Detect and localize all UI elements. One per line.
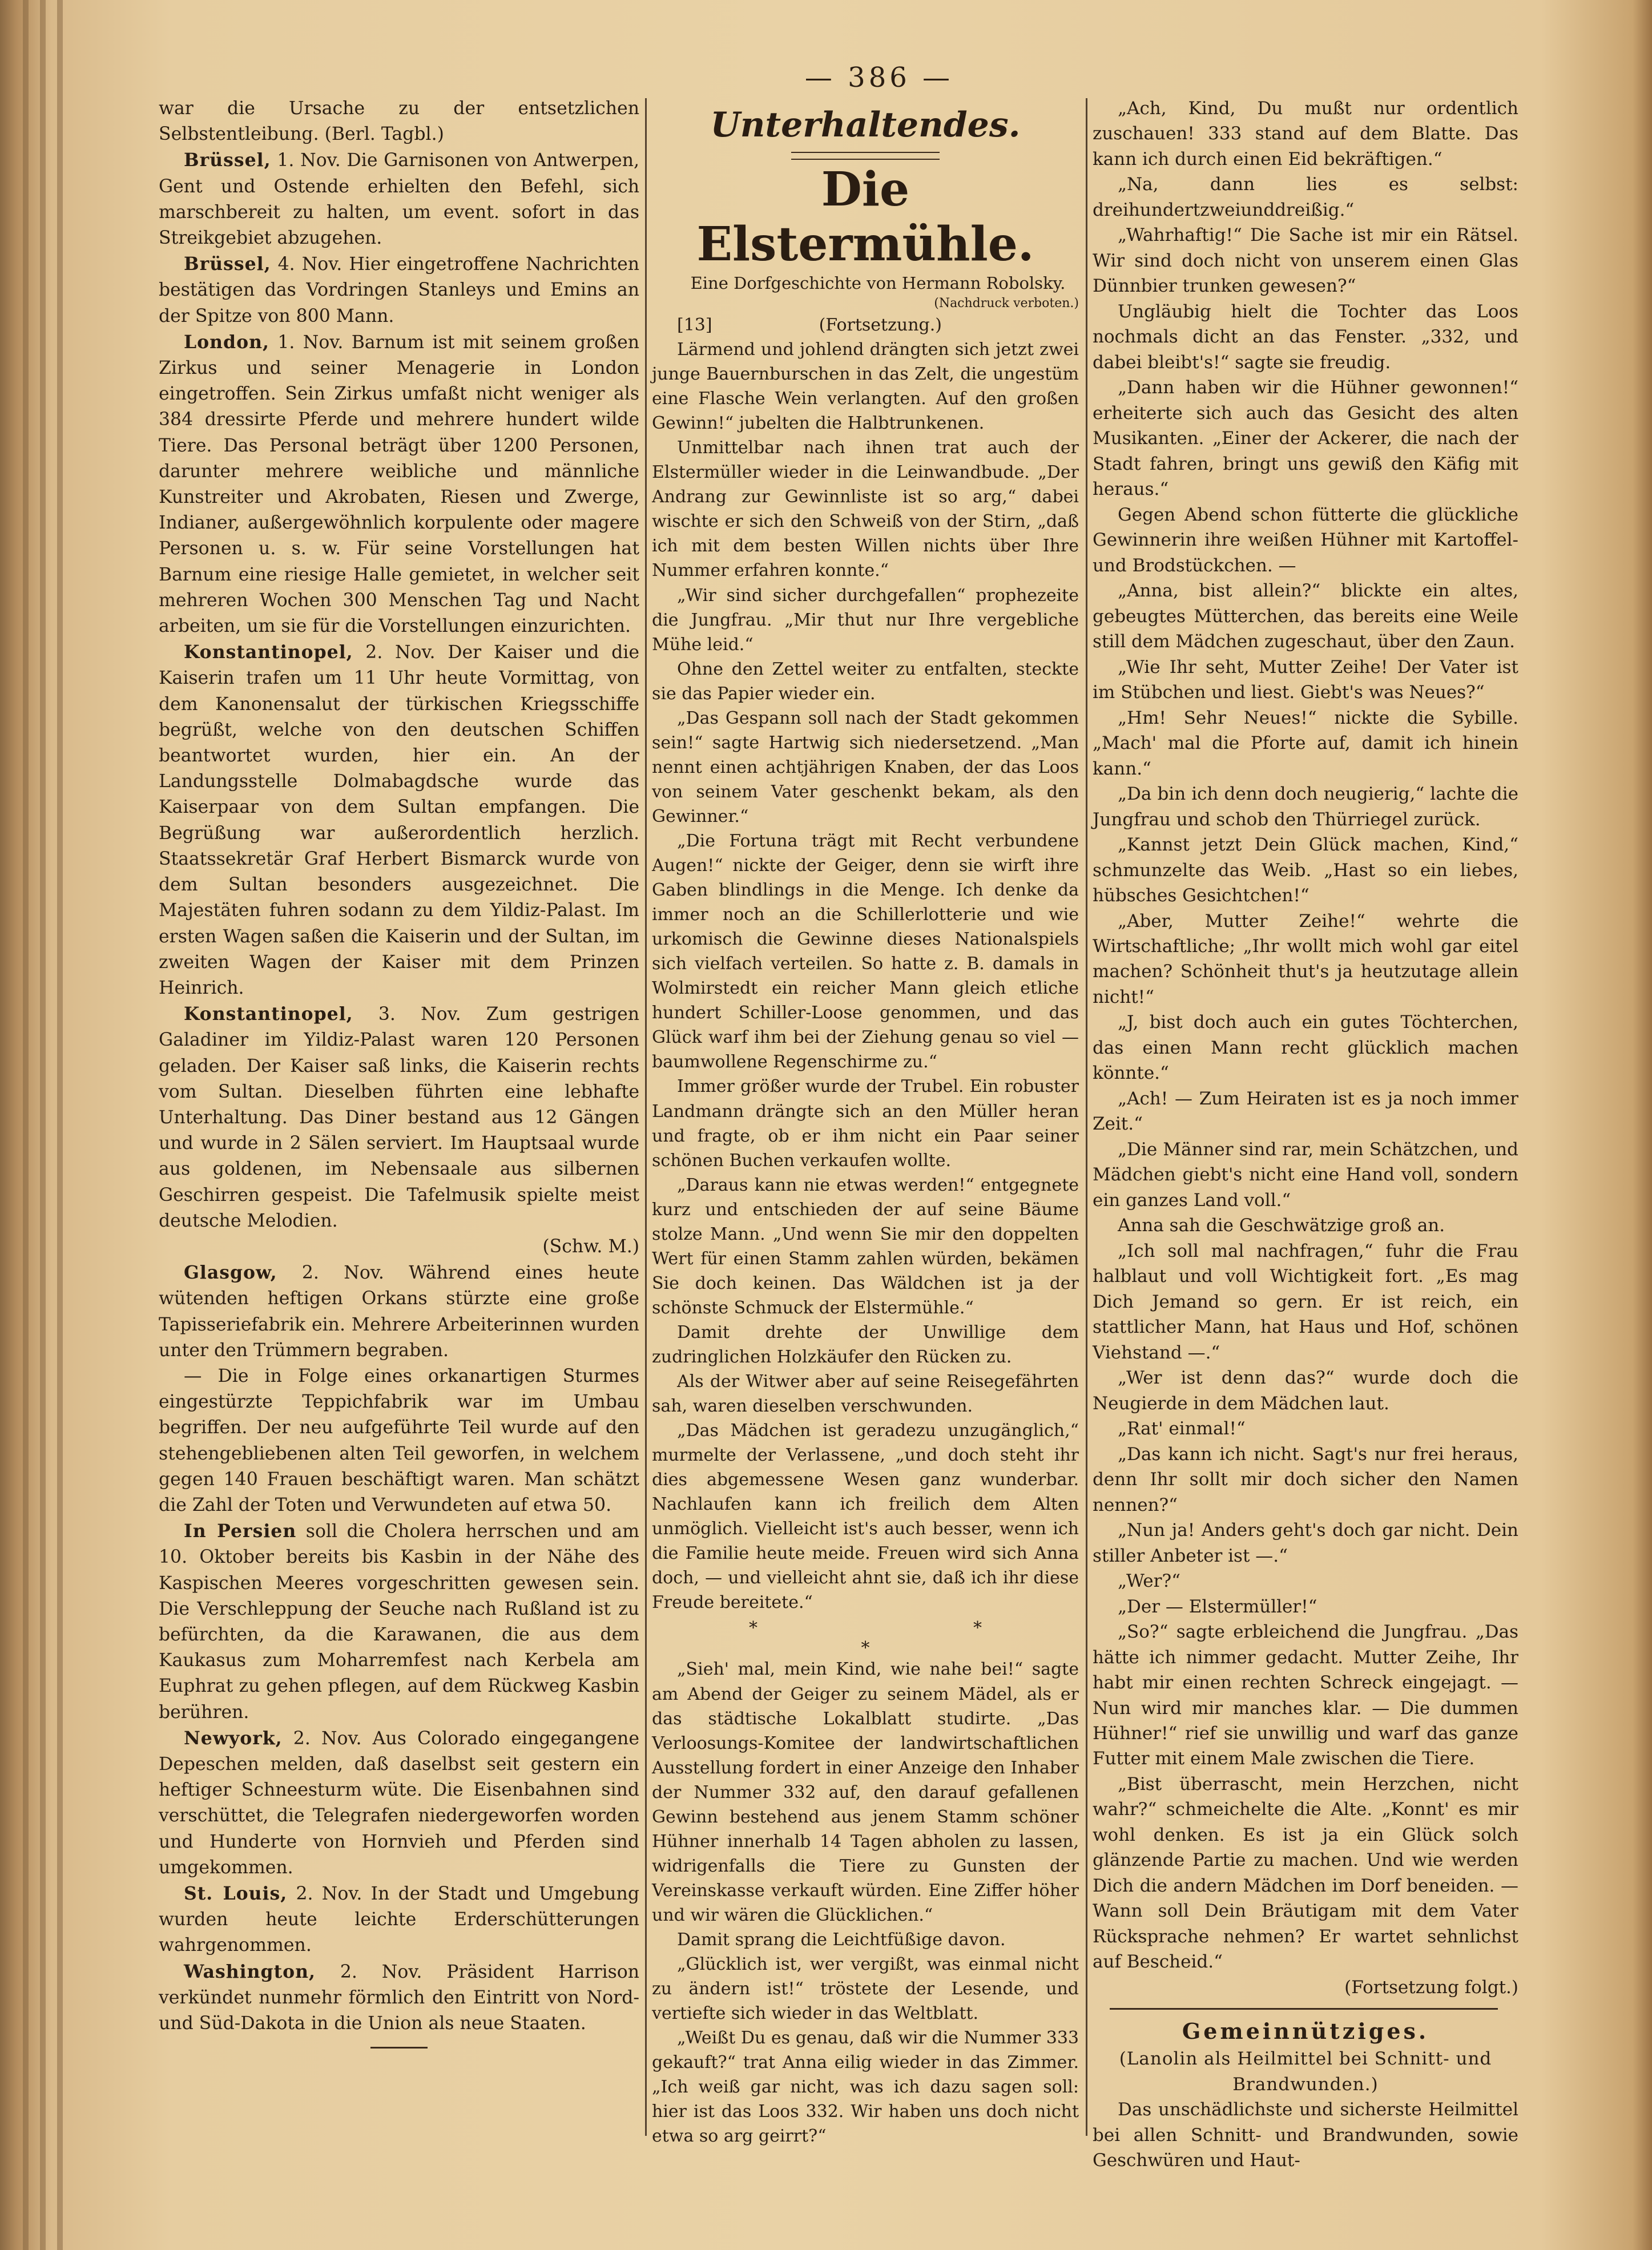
- rights-notice: (Nachdruck verboten.): [934, 296, 1079, 311]
- paragraph: war die Ursache zu der entsetzlichen Selbstentleibung. (Berl. Tagbl.): [159, 98, 639, 145]
- paragraph: „J, bist doch auch ein gutes Töchterchen, das einen Mann recht glücklich machen könnte.“: [1093, 1012, 1518, 1084]
- dateline: Newyork,: [184, 1727, 283, 1749]
- dateline: St. Louis,: [184, 1883, 288, 1905]
- paragraph: „Weißt Du es genau, daß wir die Nummer 333 gekauft?“ trat Anna eilig wieder in das Zimmer. „Ich weiß gar nicht, was ich dazu sagen soll: hier ist das Loos 332. Wir haben uns doch nicht etwa so arg geirrt?“: [652, 2028, 1079, 2147]
- paragraph: Unmittelbar nach ihnen trat auch der Elstermüller wieder in die Leinwandbude. „Der Andrang zur Gewinnliste ist so arg,“ dabei wischte er sich den Schweiß von der Stirn, „daß ich mit dem besten Willen nichts über Ihre Nummer erfahren konnte.“: [652, 438, 1079, 581]
- news-item: [159, 329, 639, 639]
- news-text: 2. Nov. Präsident Harrison verkündet nunmehr förmlich den Eintritt von Nord- und Süd-Dakota in die Union als neue Staaten.: [159, 1961, 639, 2034]
- news-text: 3. Nov. Zum gestrigen Galadiner im Yildiz-Palast waren 120 Personen geladen. Der Kaiser saß links, die Kaiserin rechts vom Sultan. Dieselben führten eine lebhafte Unterhaltung. Das Diner bestand aus 12 Gängen und wurde in 2 Sälen serviert. Im Hauptsaal wurde aus goldenen, im Nebensaale aus silbernen Geschirren gespeist. Die Tafelmusik spielte meist deutsche Melodien.: [159, 1004, 639, 1231]
- news-item: [159, 1001, 639, 1234]
- paragraph: Gegen Abend schon fütterte die glückliche Gewinnerin ihre weißen Hühner mit Kartoffel- und Brodstückchen. —: [1093, 504, 1518, 576]
- paragraph: „Na, dann lies es selbst: dreihundertzweiunddreißig.“: [1093, 174, 1518, 220]
- paragraph: „Rat' einmal!“: [1118, 1418, 1246, 1439]
- news-column: [159, 96, 639, 2049]
- paragraph: Damit sprang die Leichtfüßige davon.: [677, 1930, 1006, 1950]
- paragraph: „Sieh' mal, mein Kind, wie nahe bei!“ sagte am Abend der Geiger zu seinem Mädel, als er das städtische Lokalblatt studirte. „Das Verloosungs-Komitee der landwirtschaftlichen Ausstellung fordert in einer Anzeige den Inhaber der Nummer 332 auf, den darauf gefallenen Gewinn bestehend aus jenem Stamm schöner Hühner innerhalb 14 Tagen abholen zu lassen, widrigenfalls die Tiere zu Gunsten der Vereinskasse verkauft würden. Eine Ziffer höher und wir wären die Glücklichen.“: [652, 1659, 1079, 1925]
- paragraph: „Wie Ihr seht, Mutter Zeihe! Der Vater ist im Stübchen und liest. Giebt's was Neues?“: [1093, 656, 1518, 703]
- paragraph: „Hm! Sehr Neues!“ nickte die Sybille. „Mach' mal die Pforte auf, damit ich hinein kann.“: [1093, 707, 1518, 779]
- paragraph: „Das Mädchen ist geradezu unzugänglich,“ murmelte der Verlassene, „und doch steht ihr dies abgemessene Wesen ganz wunderbar. Nachlaufen kann ich freilich dem Alten unmöglich. Vielleicht ist's auch besser, wenn ich die Familie heute meide. Freuen wird sich Anna doch, — und vielleicht ahnt sie, daß ich ihr diese Freude bereitete.“: [652, 1421, 1079, 1613]
- story-text: [652, 1657, 1079, 2148]
- news-text: soll die Cholera herrschen und am 10. Oktober bereits bis Kasbin in der Nähe des Kaspischen Meeres vorgeschritten gewesen sein. Die Verschleppung der Seuche nach Rußland ist zu befürchten, da die Karawanen, die aus dem Kaukasus zum Moharremfest nach Kerbela am Euphrat zu gehen pflegen, auf dem Rückweg Kasbin berühren.: [159, 1521, 639, 1723]
- page-edge: [23, 0, 29, 2250]
- column-rule: [1086, 98, 1087, 2136]
- star: *: [973, 1618, 982, 1639]
- paragraph: Anna sah die Geschwätzige groß an.: [1118, 1215, 1445, 1236]
- end-rule: [370, 2047, 428, 2049]
- story-title: Die Elstermühle.: [696, 162, 1034, 272]
- news-item: [159, 1881, 639, 1959]
- paragraph: „So?“ sagte erbleichend die Jungfrau. „Das hätte ich nimmer gedacht. Mutter Zeihe, Ihr habt mir einen rechten Schreck eingejagt. — Nun wird mir manches klar. — Die dummen Hühner!“ rief sie unwillig und warf das ganze Futter mit einem Male zwischen die Tiere.: [1093, 1622, 1518, 1769]
- paragraph: „Wer?“: [1118, 1571, 1180, 1592]
- section-break: [652, 1617, 1079, 1640]
- news-item: [159, 1260, 639, 1364]
- paragraph: „Dann haben wir die Hühner gewonnen!“ erheiterte sich auch das Gesicht des alten Musikanten. „Einer der Ackerer, die nach der Stadt fahren, bringt uns gewiß den Käfig mit heraus.“: [1093, 377, 1518, 500]
- column-rule: [645, 98, 647, 2136]
- story-text: [1093, 96, 1518, 1975]
- paragraph: „Daraus kann nie etwas werden!“ entgegnete kurz und entschieden der auf seine Bäume stolze Mann. „Und wenn Sie mir den doppelten Wert für einen Stamm zahlen würden, bekämen Sie doch keinen. Das Wäldchen ist ja der schönste Schmuck der Elstermühle.“: [652, 1175, 1079, 1318]
- gemein-title: Gemeinnütziges.: [1182, 2018, 1429, 2045]
- dateline: In Persien: [184, 1521, 297, 1542]
- continuation-label: (Fortsetzung.): [819, 315, 942, 335]
- installment-line: [652, 313, 1079, 337]
- paragraph: Ohne den Zettel weiter zu entfalten, steckte sie das Papier wieder ein.: [652, 659, 1079, 704]
- paragraph: „Wir sind sicher durchgefallen“ prophezeite die Jungfrau. „Mir thut nur Ihre vergebliche Mühe leid.“: [652, 585, 1079, 655]
- page-edge: [57, 0, 63, 2250]
- dateline: Brüssel,: [184, 253, 271, 275]
- news-item: [159, 251, 639, 329]
- paragraph: „Kannst jetzt Dein Glück machen, Kind,“ schmunzelte das Weib. „Hast so ein liebes, hübsches Gesichtchen!“: [1093, 834, 1518, 906]
- paragraph: „Wahrhaftig!“ Die Sache ist mir ein Rätsel. Wir sind doch nicht von unserem einen Glas Dünnbier trunken gewesen?“: [1093, 225, 1518, 297]
- gemein-paragraph: Das unschädlichste und sicherste Heilmittel bei allen Schnitt- und Brandwunden, sowie Geschwüren und Haut-: [1093, 2099, 1518, 2171]
- news-text: 1. Nov. Barnum ist mit seinem großen Zirkus und seiner Menagerie in London eingetroffen. Sein Zirkus umfaßt nicht weniger als 384 dressirte Pferde und mehrere hundert wilde Tiere. Das Personal beträgt über 1200 Personen, darunter mehrere weibliche und männliche Kunstreiter und Akrobaten, Riesen und Zwerge, Indianer, außergewöhnlich korpulente oder magere Personen u. s. w. Für seine Vorstellungen hat Barnum eine riesige Halle gemietet, in welcher seit mehreren Wochen 300 Menschen Tag und Nacht arbeiten, um sie für die Vorstellungen einzurichten.: [159, 332, 639, 637]
- ornament-rule: [791, 152, 940, 160]
- paragraph: „Die Fortuna trägt mit Recht verbundene Augen!“ nickte der Geiger, denn sie wirft ihre Gaben blindlings in die Menge. Ich denke da immer noch an die Schillerlotterie und wie urkomisch die Gewinne dieses Nationalspiels sich vielfach verteilen. So hatte z. B. damals in Wolmirstedt ein reicher Mann gleich etliche hundert Schiller-Loose genommen, und das Glück warf ihm bei der Ziehung genau so viel — baumwollene Regenschirme zu.“: [652, 830, 1079, 1072]
- paragraph: „Bist überrascht, mein Herzchen, nicht wahr?“ schmeichelte die Alte. „Konnt' es mir wohl denken. Es ist ja ein Glück solch glänzende Partie zu machen. Und wie werden Dich die andern Mädchen im Dorf beneiden. — Wann soll Dein Bräutigam mit dem Vater Rücksprache nehmen? Er wartet sehnlichst auf Bescheid.“: [1093, 1773, 1518, 1973]
- paragraph: „Wer ist denn das?“ wurde doch die Neugierde in dem Mädchen laut.: [1093, 1368, 1518, 1414]
- feuilleton-column-continued: [1093, 96, 1518, 2174]
- section-title: Unterhaltendes.: [710, 105, 1021, 145]
- page-edge: [40, 0, 46, 2250]
- divider: [1110, 2008, 1498, 2010]
- story-text: [652, 337, 1079, 1615]
- news-text: 2. Nov. Der Kaiser und die Kaiserin trafen um 11 Uhr heute Vormittag, von dem Kanonensalut der türkischen Kriegsschiffe begrüßt, welche von den deutschen Schiffen beantwortet wurden, hier ein. An der Landungsstelle Dolmabagdsche wurde das Kaiserpaar von dem Sultan empfangen. Die Begrüßung war außerordentlich herzlich. Staatssekretär Graf Herbert Bismarck wurde von dem Sultan besonders ausgezeichnet. Die Majestäten fuhren sodann zu dem Yildiz-Palast. Im ersten Wagen saßen die Kaiserin und der Sultan, im zweiten Wagen der Kaiser mit dem Prinzen Heinrich.: [159, 642, 639, 998]
- paragraph: „Das Gespann soll nach der Stadt gekommen sein!“ sagte Hartwig sich niedersetzend. „Man nennt einen achtjährigen Knaben, der das Loos von seinem Vater geschenkt bekam, als den Gewinner.“: [652, 708, 1079, 826]
- paragraph: Ungläubig hielt die Tochter das Loos nochmals dicht an das Fenster. „332, und dabei bleibt's!“ sagte sie freudig.: [1093, 301, 1518, 373]
- paragraph: „Ach! — Zum Heiraten ist es ja noch immer Zeit.“: [1093, 1088, 1518, 1135]
- source-credit: (Schw. M.): [542, 1236, 639, 1257]
- star: *: [861, 1638, 870, 1659]
- news-text: 2. Nov. In der Stadt und Umgebung wurden heute leichte Erderschütterungen wahrgenommen.: [159, 1884, 639, 1956]
- paragraph: „Anna, bist allein?“ blickte ein altes, gebeugtes Mütterchen, das bereits eine Weile still dem Mädchen zugeschaut, über den Zaun.: [1093, 580, 1518, 652]
- section-break: [652, 1640, 1079, 1657]
- paragraph: Lärmend und johlend drängten sich jetzt zwei junge Bauernburschen in das Zelt, die ungestüm eine Flasche Wein verlangten. Auf den großen Gewinn!“ jubelten die Halbtrunkenen.: [652, 340, 1079, 434]
- paragraph: „Da bin ich denn doch neugierig,“ lachte die Jungfrau und schob den Thürriegel zurück.: [1093, 784, 1518, 830]
- news-text: 2. Nov. Aus Colorado eingegangene Depeschen melden, daß daselbst seit gestern ein heftiger Schneesturm wüte. Die Eisenbahnen sind verschüttet, die Telegrafen niedergeworfen worden und Hunderte von Hornvieh und Pferden sind umgekommen.: [159, 1728, 639, 1878]
- news-text: 4. Nov. Hier eingetroffene Nachrichten bestätigen das Vordringen Stanleys und Emins an der Spitze von 800 Mann.: [159, 254, 639, 326]
- news-item: [159, 639, 639, 1001]
- paragraph: „Glücklich ist, wer vergißt, was einmal nicht zu ändern ist!“ tröstete der Lesende, und vertiefte sich wieder in das Weltblatt.: [652, 1954, 1079, 2024]
- news-item: [159, 1959, 639, 2037]
- news-item: [159, 1725, 639, 1881]
- dateline: Glasgow,: [184, 1262, 277, 1284]
- paragraph: „Ach, Kind, Du mußt nur ordentlich zuschauen! 333 stand auf dem Blatte. Das kann ich durch einen Eid bekräftigen.“: [1093, 98, 1518, 170]
- paragraph: „Aber, Mutter Zeihe!“ wehrte die Wirtschaftliche; „Ihr wollt mich wohl gar eitel machen? Schönheit thut's ja heutzutage allein nicht!“: [1093, 910, 1518, 1007]
- gemein-subtitle: (Lanolin als Heilmittel bei Schnitt- und Brandwunden.): [1119, 2049, 1492, 2095]
- paragraph: „Das kann ich nicht. Sagt's nur frei heraus, denn Ihr sollt mir doch sicher den Namen nennen?“: [1093, 1443, 1518, 1515]
- dateline: Konstantinopel,: [184, 1003, 353, 1025]
- continued-notice: (Fortsetzung folgt.): [1344, 1977, 1518, 1998]
- dateline: Konstantinopel,: [184, 642, 353, 663]
- dateline: Brüssel,: [184, 150, 271, 171]
- news-text: 2. Nov. Während eines heute wütenden heftigen Orkans stürzte eine große Tapisseriefabrik ein. Mehrere Arbeiterinnen wurden unter den Trümmern begraben.: [159, 1263, 639, 1361]
- paragraph: „Der — Elstermüller!“: [1118, 1596, 1317, 1617]
- news-item: [159, 147, 639, 251]
- star: *: [749, 1618, 757, 1639]
- paragraph: — Die in Folge eines orkanartigen Sturmes eingestürzte Teppichfabrik war im Umbau begriffen. Der neu aufgeführte Teil wurde auf den stehengebliebenen alten Teil geworfen, in welchem gegen 140 Frauen beschäftigt waren. Man schätzt die Zahl der Toten und Verwundeten auf etwa 50.: [159, 1365, 639, 1515]
- installment-number: [13]: [677, 315, 712, 335]
- paragraph: Immer größer wurde der Trubel. Ein robuster Landmann drängte sich an den Müller heran und fragte, ob er ihm nicht ein Paar seiner schönen Buchen verkaufen wollte.: [652, 1076, 1079, 1171]
- news-text: 1. Nov. Die Garnisonen von Antwerpen, Gent und Ostende erhielten den Befehl, sich marschbereit zu halten, um event. sofort in das Streikgebiet abzugehen.: [159, 150, 639, 249]
- page-number: — 386 —: [804, 62, 954, 94]
- dateline: London,: [184, 331, 269, 353]
- paragraph: Als der Witwer aber auf seine Reisegefährten sah, waren dieselben verschwunden.: [652, 1372, 1079, 1417]
- paragraph: „Ich soll mal nachfragen,“ fuhr die Frau halblaut und voll Wichtigkeit fort. „Es mag Dich Jemand so gern. Er ist reich, ein stattlicher Mann, hat Haus und Hof, schönen Viehstand —.“: [1093, 1240, 1518, 1363]
- paragraph: Damit drehte der Unwillige dem zudringlichen Holzkäufer den Rücken zu.: [652, 1322, 1079, 1367]
- news-item: [159, 1518, 639, 1725]
- paragraph: „Die Männer sind rar, mein Schätzchen, und Mädchen giebt's nicht eine Hand voll, sondern ein ganzes Land voll.“: [1093, 1139, 1518, 1211]
- story-subtitle: Eine Dorfgeschichte von Hermann Robolsky.: [690, 273, 1066, 293]
- feuilleton-column: [652, 96, 1079, 2148]
- dateline: Washington,: [184, 1961, 316, 1982]
- paragraph: „Nun ja! Anders geht's doch gar nicht. Dein stiller Anbeter ist —.“: [1093, 1520, 1518, 1566]
